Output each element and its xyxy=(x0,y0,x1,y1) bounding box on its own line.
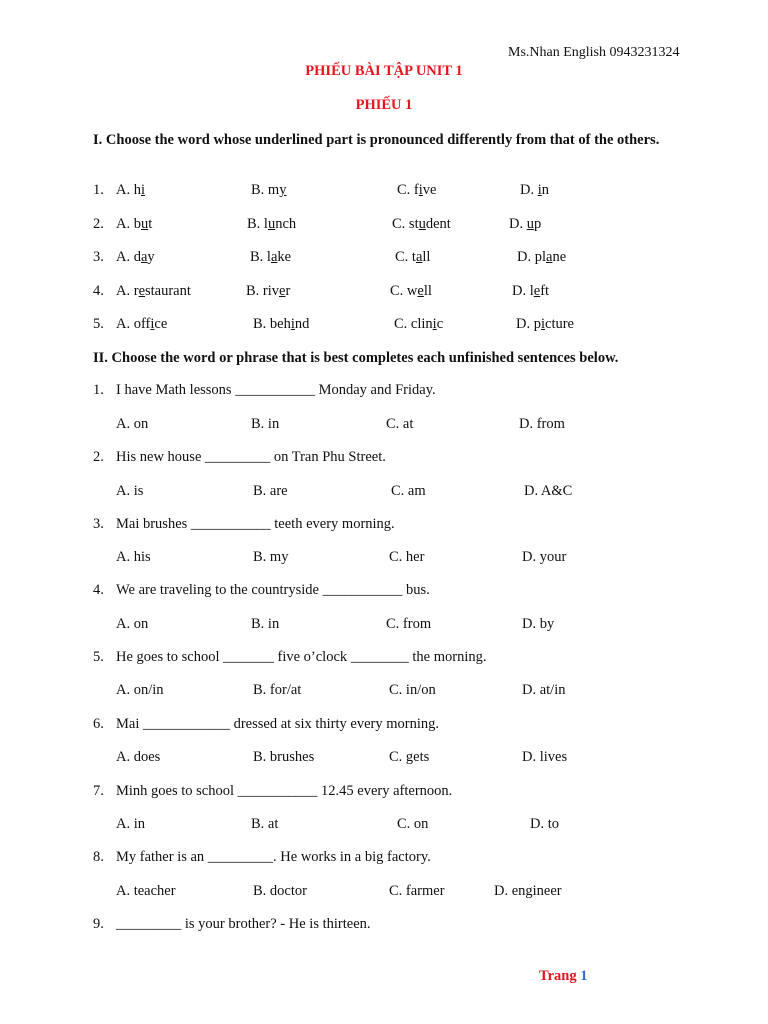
answer-option xyxy=(250,249,291,266)
option-text: ll xyxy=(423,283,432,299)
option-text: ke xyxy=(277,249,292,265)
question-number: 3. xyxy=(93,516,104,532)
answer-option: A. on xyxy=(116,616,149,632)
underlined-letter: i xyxy=(432,316,437,332)
question-number: 5. xyxy=(93,316,104,332)
underlined-letter: a xyxy=(546,249,553,265)
author-header: Ms.Nhan English 0943231324 xyxy=(508,45,680,60)
answer-option xyxy=(395,249,430,266)
question-text: Mai brushes ___________ teeth every morning. xyxy=(116,516,395,532)
underlined-letter: e xyxy=(533,283,541,299)
answer-option: D. A&C xyxy=(524,483,573,499)
answer-option: C. from xyxy=(386,616,432,632)
question-number: 5. xyxy=(93,649,104,665)
answer-option xyxy=(392,216,451,233)
option-text: C. f xyxy=(397,182,419,198)
answer-option: C. in/on xyxy=(389,682,436,698)
option-text: D. xyxy=(509,216,527,232)
underlined-letter: a xyxy=(140,249,148,265)
section1-heading xyxy=(93,131,675,149)
question-number: 4. xyxy=(93,283,104,299)
question-text: _________ is your brother? - He is thirteen. xyxy=(116,916,371,932)
answer-option xyxy=(116,216,152,233)
answer-option: A. on xyxy=(116,416,149,432)
answer-option: D. lives xyxy=(522,749,568,765)
option-text: ll xyxy=(422,249,431,265)
option-text: B. beh xyxy=(253,316,291,332)
option-text: A. off xyxy=(116,316,151,332)
answer-option: C. at xyxy=(386,416,414,432)
underlined-letter: i xyxy=(418,182,423,198)
answer-option xyxy=(397,182,436,199)
underlined-letter: i xyxy=(290,316,295,332)
option-text: A. r xyxy=(116,283,139,299)
answer-option: D. by xyxy=(522,616,555,632)
answer-option: D. from xyxy=(519,416,565,432)
answer-option: D. to xyxy=(530,816,559,832)
option-text: B. l xyxy=(250,249,271,265)
option-text: C. clin xyxy=(394,316,433,332)
question-text: I have Math lessons ___________ Monday and Friday. xyxy=(116,382,436,398)
question-text: He goes to school _______ five o’clock ________ the morning. xyxy=(116,649,487,665)
answer-option: C. farmer xyxy=(389,883,445,899)
answer-option: B. brushes xyxy=(253,749,315,765)
option-text: staurant xyxy=(145,283,191,299)
answer-option xyxy=(116,316,167,333)
option-text: B. m xyxy=(251,182,280,198)
question-number: 4. xyxy=(93,582,104,598)
option-text: c xyxy=(436,316,444,332)
option-text: B. riv xyxy=(246,283,280,299)
footer-word: Trang xyxy=(539,968,577,984)
answer-option: C. on xyxy=(397,816,429,832)
question-number: 2. xyxy=(93,216,104,232)
question-text: Minh goes to school ___________ 12.45 every afternoon. xyxy=(116,783,453,799)
worksheet-subtitle: PHIẾU 1 xyxy=(355,97,413,113)
option-text: n xyxy=(541,182,550,198)
answer-option: A. is xyxy=(116,483,144,499)
question-text: We are traveling to the countryside ___________ bus. xyxy=(116,582,430,598)
question-number: 7. xyxy=(93,783,104,799)
answer-option: C. her xyxy=(389,549,425,565)
section1-heading-text: Choose the word whose underlined part is pronounced differently from that of the others. xyxy=(105,132,660,148)
question-text: His new house _________ on Tran Phu Street. xyxy=(116,449,386,465)
answer-option: A. teacher xyxy=(116,883,176,899)
answer-option: B. are xyxy=(253,483,288,499)
underlined-letter: i xyxy=(140,182,146,198)
question-number: 6. xyxy=(93,716,104,732)
option-text: D. l xyxy=(512,283,534,299)
answer-option: B. doctor xyxy=(253,883,307,899)
underlined-letter: u xyxy=(140,216,149,232)
answer-option: A. does xyxy=(116,749,161,765)
underlined-letter: e xyxy=(417,283,424,299)
underlined-letter: e xyxy=(279,283,286,299)
underlined-letter: i xyxy=(150,316,155,332)
option-text: C. t xyxy=(395,249,416,265)
underlined-letter: u xyxy=(418,216,426,232)
answer-option xyxy=(394,316,443,333)
worksheet-title: PHIẾU BÀI TẬP UNIT 1 xyxy=(305,63,463,79)
underlined-letter: e xyxy=(138,283,145,299)
answer-option: C. gets xyxy=(389,749,430,765)
option-text: C. w xyxy=(390,283,418,299)
option-text: A. d xyxy=(116,249,141,265)
answer-option: B. for/at xyxy=(253,682,302,698)
question-number: 9. xyxy=(93,916,104,932)
option-text: dent xyxy=(425,216,451,232)
option-text: A. h xyxy=(116,182,141,198)
answer-option: D. at/in xyxy=(522,682,566,698)
question-number: 8. xyxy=(93,849,104,865)
answer-option xyxy=(116,283,191,300)
answer-option xyxy=(520,182,549,199)
answer-option xyxy=(251,182,286,199)
page-footer xyxy=(539,968,587,985)
answer-option: A. on/in xyxy=(116,682,164,698)
option-text: ne xyxy=(552,249,567,265)
option-text: ft xyxy=(540,283,550,299)
answer-option xyxy=(253,316,309,333)
answer-option xyxy=(116,249,155,266)
question-number: 1. xyxy=(93,182,104,198)
answer-option xyxy=(509,216,541,233)
question-text: My father is an _________. He works in a big factory. xyxy=(116,849,431,865)
option-text: C. st xyxy=(392,216,419,232)
underlined-letter: a xyxy=(415,249,423,265)
option-text: nd xyxy=(294,316,310,332)
question-number: 2. xyxy=(93,449,104,465)
option-text: D. pl xyxy=(517,249,546,265)
answer-option xyxy=(516,316,574,333)
option-text: cture xyxy=(545,316,574,332)
underlined-letter: u xyxy=(526,216,534,232)
underlined-letter: a xyxy=(270,249,278,265)
answer-option: A. his xyxy=(116,549,151,565)
answer-option: B. my xyxy=(253,549,289,565)
answer-option: B. in xyxy=(251,616,280,632)
option-text: y xyxy=(147,249,155,265)
option-text: D. xyxy=(520,182,538,198)
question-number: 3. xyxy=(93,249,104,265)
option-text: D. p xyxy=(516,316,541,332)
section2-heading: II. Choose the word or phrase that is best completes each unfinished sentences below. xyxy=(93,350,619,366)
answer-option xyxy=(246,283,290,300)
underlined-letter: u xyxy=(267,216,276,232)
answer-option: B. in xyxy=(251,416,280,432)
option-text: ve xyxy=(422,182,437,198)
option-text: p xyxy=(533,216,542,232)
answer-option xyxy=(247,216,296,233)
answer-option: D. your xyxy=(522,549,567,565)
underlined-letter: i xyxy=(540,316,546,332)
section1-roman: I. xyxy=(93,132,103,148)
option-text: r xyxy=(285,283,291,299)
underlined-letter: y xyxy=(279,182,287,198)
answer-option: A. in xyxy=(116,816,145,832)
answer-option xyxy=(512,283,549,300)
option-text: ce xyxy=(154,316,168,332)
question-number: 1. xyxy=(93,382,104,398)
answer-option xyxy=(517,249,566,266)
option-text: t xyxy=(148,216,153,232)
question-text: Mai ____________ dressed at six thirty every morning. xyxy=(116,716,439,732)
answer-option xyxy=(390,283,432,300)
answer-option: C. am xyxy=(391,483,426,499)
answer-option: D. engineer xyxy=(494,883,562,899)
answer-option: B. at xyxy=(251,816,279,832)
option-text: B. l xyxy=(247,216,268,232)
option-text: A. b xyxy=(116,216,141,232)
answer-option xyxy=(116,182,145,199)
underlined-letter: i xyxy=(537,182,542,198)
option-text: nch xyxy=(275,216,297,232)
page-number: 1 xyxy=(580,968,588,984)
